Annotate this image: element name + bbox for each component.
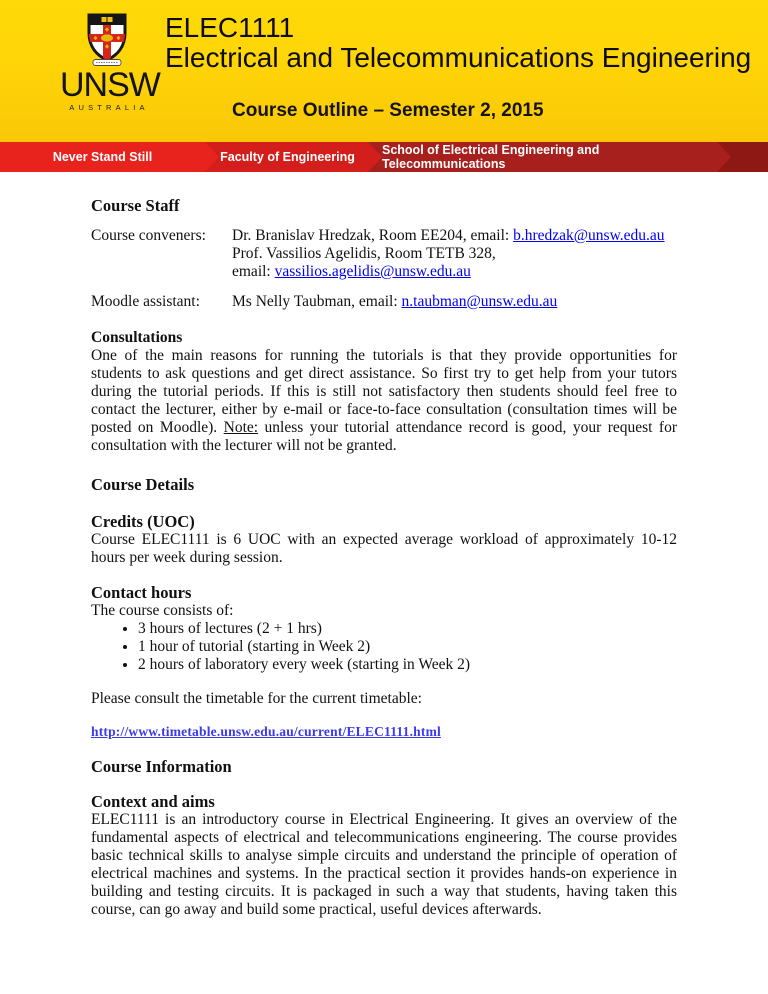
consultations-text-after: unless your tutorial attendance record is good, your request for consultation with the lecturer will not be granted. [91,419,677,454]
unsw-logo [60,12,160,112]
table-row [91,293,677,311]
banner-faculty-label: Faculty of Engineering [220,150,355,164]
timetable-link[interactable]: http://www.timetable.unsw.edu.au/current/ELEC1111.html [91,724,441,739]
course-title-block [165,13,751,72]
consultations-paragraph [91,347,677,455]
heading-course-details: Course Details [91,475,195,494]
course-code: ELEC1111 [165,12,295,43]
context-aims-paragraph: ELEC1111 is an introductory course in Electrical Engineering. It gives an overview of the fundamental aspects of electrical and telecommunications engineering. The course provides basic technical skills to analyse simple circuits and understand the principle of operation of electrical machines and systems. In the practical section it provides hands-on experience in building and testing circuits. It is packaged in such a way that students, having taken this course, can go away and build some practical, useful devices afterwards. [91,811,677,918]
list-item: • 2 hours of laboratory every week (starting in Week 2) [138,656,677,674]
email-link-hredzak[interactable]: b.hredzak@unsw.edu.au [513,227,665,244]
list-item: • 1 hour of tutorial (starting in Week 2) [138,638,677,656]
credits-paragraph: Course ELEC1111 is 6 UOC with an expected average workload of approximately 10-12 hours per week during session. [91,531,677,566]
heading-course-staff: Course Staff [91,196,180,215]
staff-line-text: Dr. Branislav Hredzak, Room EE204, email: [232,227,514,244]
timetable-link-row [91,723,677,741]
list-item: • 3 hours of lectures (2 + 1 hrs) [138,620,677,638]
page-content [0,172,768,959]
email-link-agelidis[interactable]: vassilios.agelidis@unsw.edu.au [274,263,471,280]
staff-role-label: Course conveners: [91,227,206,244]
course-outline-subtitle: Course Outline – Semester 2, 2015 [232,100,544,121]
heading-credits: Credits (UOC) [91,512,195,531]
timetable-note: Please consult the timetable for the current timetable: [91,690,422,707]
contact-hours-intro: The course consists of: [91,602,234,619]
staff-line-text: email: [232,263,275,280]
email-link-taubman[interactable]: n.taubman@unsw.edu.au [401,293,558,310]
staff-line: Prof. Vassilios Agelidis, Room TETB 328, [232,245,496,262]
heading-contact-hours: Contact hours [91,583,192,602]
heading-course-information: Course Information [91,757,232,776]
staff-line [232,263,677,281]
unsw-chevron-banner [0,142,768,172]
document-header [0,0,768,142]
course-staff-table [91,227,677,311]
staff-line [232,227,677,245]
consultations-text-before: One of the main reasons for running the tutorials is that they provide opportunities for students to ask questions and get direct assistance. So first try to get help from your tutors during the tutorial periods. If this is still not satisfactory then students should feel free to contact the lecturer, either by e-mail or face-to-face consultation (consultation times will be posted on Moodle). [91,347,677,436]
staff-line-text: Ms Nelly Taubman, email: [232,293,402,310]
banner-school-label: School of Electrical Engineering and Telecommunications [382,143,600,171]
unsw-wordmark: UNSW [60,66,160,104]
table-row [91,227,677,281]
unsw-country-label: AUSTRALIA [69,103,149,112]
staff-role-label: Moodle assistant: [91,293,200,310]
staff-line [232,293,677,311]
unsw-crest-icon [86,12,128,68]
course-name: Electrical and Telecommunications Engineering [165,42,752,73]
contact-hours-list [91,620,677,674]
consultations-note-label: Note: [223,419,259,436]
staff-role-value [232,227,677,281]
heading-consultations: Consultations [91,329,183,346]
banner-tagline-label: Never Stand Still [52,150,153,164]
staff-role-value [232,293,677,311]
heading-context-aims: Context and aims [91,792,215,811]
